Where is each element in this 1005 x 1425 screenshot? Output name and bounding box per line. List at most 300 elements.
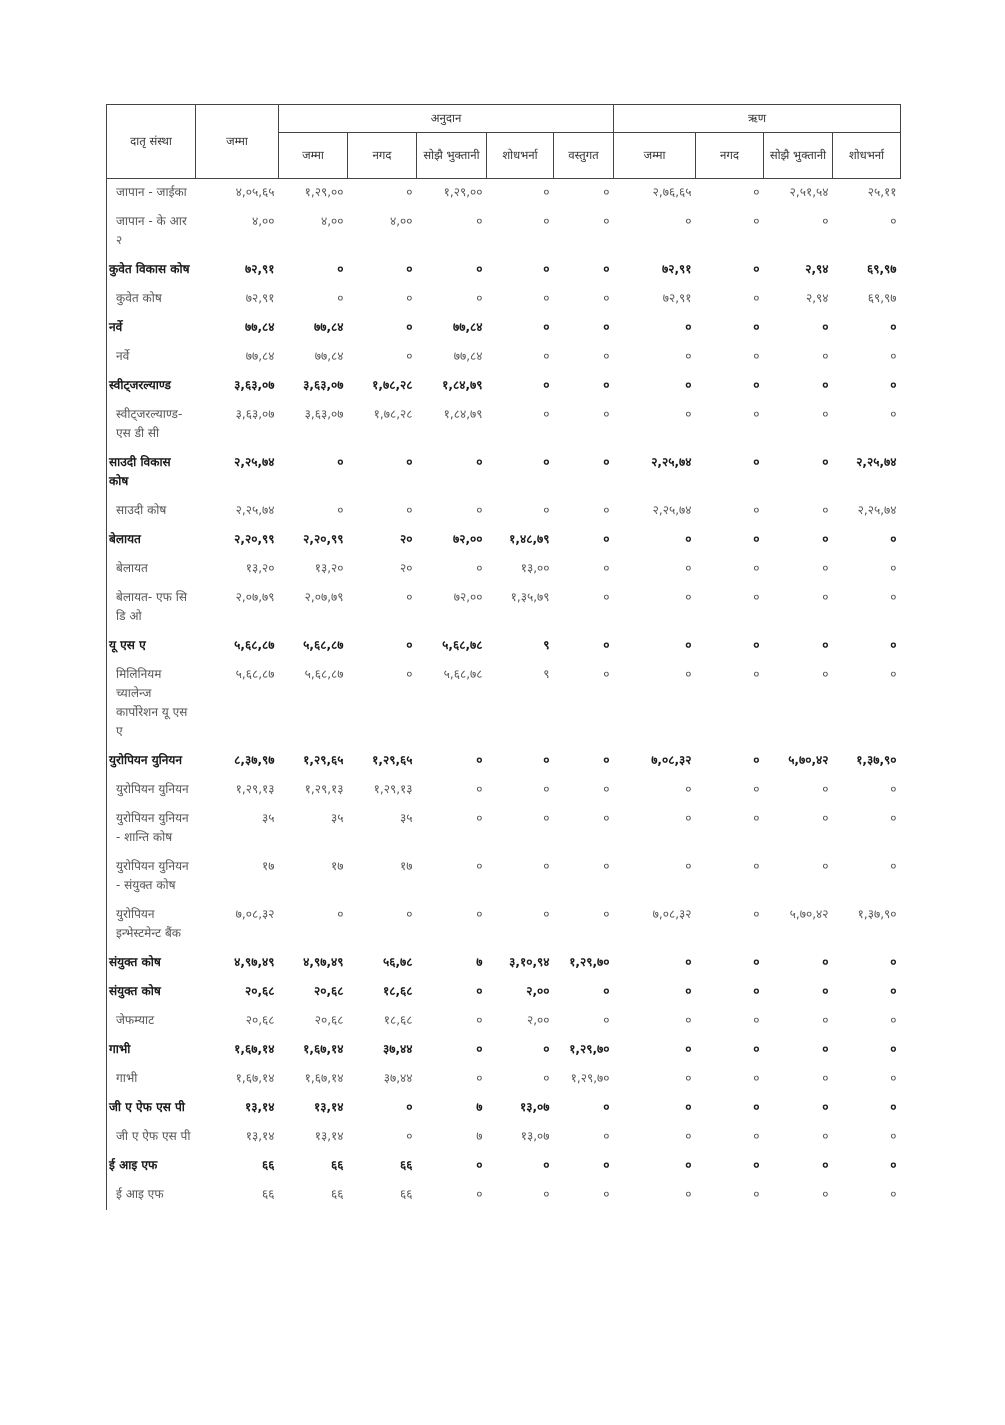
- amount-cell: ०: [685, 1100, 692, 1114]
- amount-cell: ८,३७,९७: [234, 753, 275, 767]
- amount-cell: ०: [406, 638, 413, 652]
- amount-cell: ०: [685, 1071, 692, 1085]
- amount-cell: ०: [890, 782, 897, 796]
- amount-cell: ३,६३,०७: [234, 378, 275, 392]
- amount-cell: ०: [822, 320, 829, 334]
- donor-group-row: [107, 978, 901, 1007]
- amount-cell: ४,९७,४९: [234, 955, 275, 969]
- amount-cell: ५,६८,७८: [442, 638, 483, 652]
- amount-cell: ३७,४४: [382, 1042, 413, 1056]
- amount-cell: ०: [890, 214, 897, 228]
- amount-cell: ७,०८,३२: [652, 907, 692, 921]
- amount-cell: ०: [753, 455, 760, 469]
- donor-name: युरोपियन युनियन: [107, 776, 196, 805]
- amount-cell: २,७६,६५: [652, 185, 692, 199]
- amount-cell: ०: [822, 503, 829, 517]
- amount-cell: ०: [543, 1042, 550, 1056]
- amount-cell: ०: [603, 1100, 610, 1114]
- amount-cell: ६६: [331, 1158, 344, 1172]
- donor-detail-row: [107, 1123, 901, 1152]
- amount-cell: १३,२०: [314, 561, 344, 575]
- amount-cell: ०: [822, 590, 829, 604]
- header-loan: ऋण: [614, 105, 901, 133]
- amount-cell: ०: [685, 1187, 692, 1201]
- donor-detail-row: [107, 401, 901, 449]
- amount-cell: १७: [262, 859, 275, 873]
- amount-cell: ०: [822, 1158, 829, 1172]
- amount-cell: ०: [476, 503, 483, 517]
- amount-cell: ०: [543, 320, 550, 334]
- amount-cell: ०: [822, 1013, 829, 1027]
- amount-cell: ०: [890, 1071, 897, 1085]
- donor-name: जेफम्याट: [107, 1007, 196, 1036]
- amount-cell: ०: [890, 1100, 897, 1114]
- amount-cell: २५,११: [867, 185, 897, 199]
- amount-cell: ०: [406, 455, 413, 469]
- amount-cell: ०: [603, 214, 610, 228]
- amount-cell: ३,६३,०७: [303, 378, 344, 392]
- amount-cell: १३,०७: [519, 1100, 550, 1114]
- donor-name: जापान - के आर २: [107, 208, 196, 256]
- amount-cell: ०: [406, 262, 413, 276]
- amount-cell: २,००: [526, 984, 550, 998]
- amount-cell: ०: [753, 214, 760, 228]
- amount-cell: ०: [890, 1129, 897, 1143]
- amount-cell: ७७,८४: [453, 349, 483, 363]
- amount-cell: २,२५,७४: [651, 455, 692, 469]
- amount-cell: १,३५,७९: [510, 590, 550, 604]
- amount-cell: ०: [753, 638, 760, 652]
- amount-cell: ०: [753, 532, 760, 546]
- amount-cell: ७७,८४: [313, 320, 344, 334]
- amount-cell: ०: [890, 1042, 897, 1056]
- amount-cell: २,२०,९९: [303, 532, 344, 546]
- amount-cell: ०: [603, 1187, 610, 1201]
- header-total: जम्मा: [196, 105, 279, 179]
- amount-cell: ६६: [400, 1187, 413, 1201]
- amount-cell: ०: [822, 455, 829, 469]
- amount-cell: १,२९,१३: [304, 782, 344, 796]
- donor-name: नर्वे: [107, 343, 196, 372]
- amount-cell: ०: [543, 782, 550, 796]
- amount-cell: ०: [543, 378, 550, 392]
- donor-name: बेलायत: [107, 526, 196, 555]
- amount-cell: ०: [603, 532, 610, 546]
- amount-cell: १,४८,७९: [509, 532, 550, 546]
- donor-name: गाभी: [107, 1036, 196, 1065]
- amount-cell: २०: [400, 532, 413, 546]
- amount-cell: ३५: [331, 811, 344, 825]
- amount-cell: ०: [753, 859, 760, 873]
- amount-cell: ७२,९१: [245, 291, 275, 305]
- donor-name: ई आइ एफ: [107, 1152, 196, 1181]
- amount-cell: ०: [543, 455, 550, 469]
- amount-cell: ०: [890, 1013, 897, 1027]
- amount-cell: ०: [753, 561, 760, 575]
- donor-name: स्वीट्जरल्याण्ड: [107, 372, 196, 401]
- amount-cell: ५,७०,४२: [788, 753, 829, 767]
- donor-detail-row: [107, 497, 901, 526]
- amount-cell: १३,२०: [245, 561, 275, 575]
- amount-cell: ०: [890, 378, 897, 392]
- amount-cell: २०,६८: [313, 984, 344, 998]
- amount-cell: ६६: [331, 1187, 344, 1201]
- amount-cell: ०: [685, 349, 692, 363]
- donor-detail-row: [107, 853, 901, 901]
- donor-name: साउदी विकास कोष: [107, 449, 196, 497]
- amount-cell: ०: [603, 185, 610, 199]
- amount-cell: १,८४,७९: [442, 378, 483, 392]
- amount-cell: १,३७,९०: [857, 907, 897, 921]
- amount-cell: ०: [603, 1158, 610, 1172]
- amount-cell: ०: [406, 291, 413, 305]
- amount-cell: ३,६३,०७: [304, 407, 344, 421]
- amount-cell: ०: [543, 1158, 550, 1172]
- amount-cell: ०: [822, 638, 829, 652]
- amount-cell: ०: [753, 262, 760, 276]
- amount-cell: ७,०८,३२: [651, 753, 692, 767]
- amount-cell: ०: [753, 907, 760, 921]
- amount-cell: ०: [890, 532, 897, 546]
- amount-cell: ०: [603, 782, 610, 796]
- amount-cell: ०: [543, 907, 550, 921]
- amount-cell: ०: [822, 1129, 829, 1143]
- amount-cell: ०: [543, 1187, 550, 1201]
- amount-cell: २०,६८: [245, 1013, 275, 1027]
- amount-cell: २,२०,९९: [234, 532, 275, 546]
- donor-detail-row: [107, 555, 901, 584]
- amount-cell: ०: [543, 811, 550, 825]
- amount-cell: २,२५,७४: [234, 455, 275, 469]
- amount-cell: ६६: [262, 1158, 275, 1172]
- donor-name: जापान - जाईका: [107, 179, 196, 209]
- amount-cell: १,६७,१४: [235, 1071, 275, 1085]
- amount-cell: १३,१४: [244, 1100, 275, 1114]
- amount-cell: ०: [753, 811, 760, 825]
- amount-cell: २,९४: [805, 291, 829, 305]
- amount-cell: ०: [822, 1100, 829, 1114]
- donor-name: जी ए ऐफ एस पी: [107, 1123, 196, 1152]
- amount-cell: ०: [337, 907, 344, 921]
- donor-detail-row: [107, 584, 901, 632]
- amount-cell: ०: [543, 214, 550, 228]
- amount-cell: २,२५,७४: [235, 503, 275, 517]
- donor-group-row: [107, 256, 901, 285]
- donor-name: युरोपियन युनियन: [107, 747, 196, 776]
- amount-cell: १८,६८: [383, 1013, 413, 1027]
- amount-cell: ७७,८४: [245, 349, 275, 363]
- amount-cell: ०: [890, 638, 897, 652]
- donor-detail-row: [107, 661, 901, 747]
- amount-cell: ०: [685, 532, 692, 546]
- header-loan-total: जम्मा: [614, 133, 696, 179]
- donor-detail-row: [107, 208, 901, 256]
- amount-cell: १३,१४: [245, 1129, 275, 1143]
- amount-cell: ०: [543, 859, 550, 873]
- amount-cell: ०: [685, 667, 692, 681]
- amount-cell: ०: [603, 667, 610, 681]
- table-header: [107, 105, 901, 179]
- amount-cell: ०: [685, 378, 692, 392]
- amount-cell: ०: [603, 378, 610, 392]
- amount-cell: ०: [603, 811, 610, 825]
- amount-cell: ०: [476, 1013, 483, 1027]
- amount-cell: ०: [476, 1071, 483, 1085]
- amount-cell: ३५: [400, 811, 413, 825]
- amount-cell: ०: [822, 811, 829, 825]
- amount-cell: १,६७,१४: [304, 1071, 344, 1085]
- amount-cell: ३७,४४: [383, 1071, 413, 1085]
- amount-cell: ४,९७,४९: [303, 955, 344, 969]
- amount-cell: ०: [406, 590, 413, 604]
- amount-cell: ०: [406, 349, 413, 363]
- amount-cell: ०: [890, 955, 897, 969]
- header-loan-cash: नगद: [696, 133, 764, 179]
- header-grant-direct-payment: सोझै भुक्तानी: [417, 133, 487, 179]
- table-body: [107, 179, 901, 1211]
- donor-name: युरोपियन इन्भेस्टमेन्ट बैंक: [107, 901, 196, 949]
- amount-cell: १,६७,१४: [234, 1042, 275, 1056]
- amount-cell: २,०७,७९: [304, 590, 344, 604]
- header-grant-in-kind: वस्तुगत: [554, 133, 614, 179]
- amount-cell: १,२९,१३: [235, 782, 275, 796]
- donor-name: संयुक्त कोष: [107, 949, 196, 978]
- donor-detail-row: [107, 1065, 901, 1094]
- amount-cell: ०: [603, 455, 610, 469]
- amount-cell: ०: [406, 185, 413, 199]
- amount-cell: ०: [476, 561, 483, 575]
- amount-cell: ०: [822, 667, 829, 681]
- donor-detail-row: [107, 285, 901, 314]
- amount-cell: १,७८,२८: [372, 378, 413, 392]
- amount-cell: ०: [476, 214, 483, 228]
- amount-cell: ०: [603, 638, 610, 652]
- donor-group-row: [107, 1152, 901, 1181]
- amount-cell: १८,६८: [382, 984, 413, 998]
- amount-cell: ७२,९१: [661, 262, 692, 276]
- amount-cell: ०: [603, 907, 610, 921]
- donor-name: कुवेत विकास कोष: [107, 256, 196, 285]
- amount-cell: ०: [406, 907, 413, 921]
- amount-cell: ७: [476, 1129, 483, 1143]
- amount-cell: ०: [822, 1187, 829, 1201]
- amount-cell: ६६: [262, 1187, 275, 1201]
- amount-cell: ४,००: [251, 214, 275, 228]
- amount-cell: ०: [890, 320, 897, 334]
- donor-name: कुवेत कोष: [107, 285, 196, 314]
- header-grant: अनुदान: [279, 105, 614, 133]
- amount-cell: ५,६८,७८: [443, 667, 483, 681]
- amount-cell: ०: [822, 349, 829, 363]
- amount-cell: ०: [685, 590, 692, 604]
- amount-cell: ०: [685, 1042, 692, 1056]
- amount-cell: ०: [543, 185, 550, 199]
- amount-cell: ६९,९७: [867, 291, 897, 305]
- amount-cell: ०: [406, 1100, 413, 1114]
- amount-cell: ०: [685, 638, 692, 652]
- amount-cell: ०: [476, 1042, 483, 1056]
- amount-cell: ०: [476, 262, 483, 276]
- amount-cell: ०: [753, 1187, 760, 1201]
- amount-cell: ४,००: [389, 214, 413, 228]
- donor-detail-row: [107, 1007, 901, 1036]
- amount-cell: ७७,८४: [314, 349, 344, 363]
- amount-cell: २,००: [526, 1013, 550, 1027]
- amount-cell: ७: [476, 955, 483, 969]
- donor-name: युरोपियन युनियन - शान्ति कोष: [107, 805, 196, 853]
- amount-cell: ०: [822, 378, 829, 392]
- amount-cell: १,२९,७०: [569, 955, 610, 969]
- amount-cell: १७: [331, 859, 344, 873]
- amount-cell: ०: [822, 955, 829, 969]
- amount-cell: ४,००: [320, 214, 344, 228]
- amount-cell: १,२९,००: [443, 185, 483, 199]
- donor-name: युरोपियन युनियन - संयुक्त कोष: [107, 853, 196, 901]
- amount-cell: ०: [685, 1158, 692, 1172]
- amount-cell: ०: [890, 561, 897, 575]
- amount-cell: ०: [603, 407, 610, 421]
- donor-name: नर्वे: [107, 314, 196, 343]
- amount-cell: ०: [753, 378, 760, 392]
- amount-cell: ०: [476, 753, 483, 767]
- amount-cell: ०: [543, 753, 550, 767]
- amount-cell: २,९४: [805, 262, 829, 276]
- amount-cell: ०: [685, 955, 692, 969]
- amount-cell: ७,०८,३२: [235, 907, 275, 921]
- amount-cell: ०: [476, 984, 483, 998]
- amount-cell: ०: [337, 503, 344, 517]
- header-donor: दातृ संस्था: [107, 105, 196, 179]
- amount-cell: ०: [753, 984, 760, 998]
- donor-group-row: [107, 1036, 901, 1065]
- amount-cell: ०: [822, 532, 829, 546]
- amount-cell: १३,१४: [314, 1129, 344, 1143]
- amount-cell: ०: [603, 291, 610, 305]
- amount-cell: ०: [685, 811, 692, 825]
- amount-cell: ०: [753, 1071, 760, 1085]
- amount-cell: ०: [890, 667, 897, 681]
- amount-cell: ०: [753, 320, 760, 334]
- amount-cell: ०: [543, 1071, 550, 1085]
- amount-cell: ०: [543, 349, 550, 363]
- amount-cell: ०: [406, 320, 413, 334]
- amount-cell: ०: [476, 907, 483, 921]
- amount-cell: ०: [822, 782, 829, 796]
- amount-cell: ०: [603, 984, 610, 998]
- header-grant-cash: नगद: [348, 133, 417, 179]
- amount-cell: ०: [890, 984, 897, 998]
- amount-cell: १,३७,९०: [856, 753, 897, 767]
- amount-cell: ०: [406, 1129, 413, 1143]
- amount-cell: ०: [753, 407, 760, 421]
- amount-cell: ०: [753, 1100, 760, 1114]
- donor-group-row: [107, 632, 901, 661]
- amount-cell: ०: [890, 407, 897, 421]
- amount-cell: ०: [753, 503, 760, 517]
- amount-cell: ०: [753, 1013, 760, 1027]
- amount-cell: ०: [603, 561, 610, 575]
- amount-cell: ५,७०,४२: [789, 907, 829, 921]
- amount-cell: ०: [543, 407, 550, 421]
- donor-detail-row: [107, 901, 901, 949]
- amount-cell: २०,६८: [314, 1013, 344, 1027]
- amount-cell: ०: [753, 590, 760, 604]
- amount-cell: ०: [822, 214, 829, 228]
- amount-cell: ०: [753, 955, 760, 969]
- amount-cell: ०: [603, 503, 610, 517]
- amount-cell: १,६७,१४: [303, 1042, 344, 1056]
- amount-cell: १,७८,२८: [373, 407, 413, 421]
- amount-cell: २,०७,७९: [235, 590, 275, 604]
- amount-cell: ०: [822, 1042, 829, 1056]
- amount-cell: ५,६८,८७: [303, 638, 344, 652]
- amount-cell: १३,१४: [313, 1100, 344, 1114]
- donor-detail-row: [107, 343, 901, 372]
- amount-cell: ०: [822, 984, 829, 998]
- amount-cell: ०: [822, 1071, 829, 1085]
- donor-name: गाभी: [107, 1065, 196, 1094]
- amount-cell: ०: [685, 1129, 692, 1143]
- amount-cell: १३,००: [520, 561, 550, 575]
- amount-cell: ०: [890, 590, 897, 604]
- amount-cell: ०: [476, 859, 483, 873]
- amount-cell: ७२,००: [452, 532, 483, 546]
- amount-cell: ७२,९१: [662, 291, 692, 305]
- amount-cell: ०: [753, 782, 760, 796]
- donor-group-row: [107, 314, 901, 343]
- donor-name: बेलायत: [107, 555, 196, 584]
- amount-cell: ०: [543, 503, 550, 517]
- donor-name: साउदी कोष: [107, 497, 196, 526]
- amount-cell: ०: [476, 1158, 483, 1172]
- donor-group-row: [107, 949, 901, 978]
- amount-cell: १,२९,००: [304, 185, 344, 199]
- amount-cell: ९: [543, 667, 550, 681]
- header-grant-reimbursement: शोधभर्ना: [487, 133, 554, 179]
- amount-cell: ०: [603, 320, 610, 334]
- donor-detail-row: [107, 776, 901, 805]
- amount-cell: ७२,९१: [244, 262, 275, 276]
- donor-group-row: [107, 449, 901, 497]
- amount-cell: २,२५,७४: [652, 503, 692, 517]
- donor-group-row: [107, 372, 901, 401]
- amount-cell: १३,०७: [520, 1129, 550, 1143]
- amount-cell: ०: [337, 291, 344, 305]
- amount-cell: ०: [543, 262, 550, 276]
- donor-name: बेलायत- एफ सि डि ओ: [107, 584, 196, 632]
- amount-cell: ०: [822, 561, 829, 575]
- amount-cell: १,२९,७०: [570, 1071, 610, 1085]
- amount-cell: ४,०५,६५: [235, 185, 275, 199]
- amount-cell: ०: [685, 561, 692, 575]
- header-loan-direct-payment: सोझै भुक्तानी: [764, 133, 833, 179]
- donor-group-row: [107, 1094, 901, 1123]
- amount-cell: ६६: [400, 1158, 413, 1172]
- amount-cell: ०: [406, 503, 413, 517]
- amount-cell: ०: [406, 667, 413, 681]
- amount-cell: ०: [543, 291, 550, 305]
- amount-cell: ५६,७८: [382, 955, 413, 969]
- amount-cell: ३५: [262, 811, 275, 825]
- donor-aid-table: [106, 104, 901, 1210]
- amount-cell: ०: [890, 349, 897, 363]
- donor-detail-row: [107, 1181, 901, 1210]
- amount-cell: ०: [753, 185, 760, 199]
- amount-cell: ०: [753, 1158, 760, 1172]
- amount-cell: ७२,००: [453, 590, 483, 604]
- amount-cell: ०: [476, 455, 483, 469]
- amount-cell: १,२९,६५: [303, 753, 344, 767]
